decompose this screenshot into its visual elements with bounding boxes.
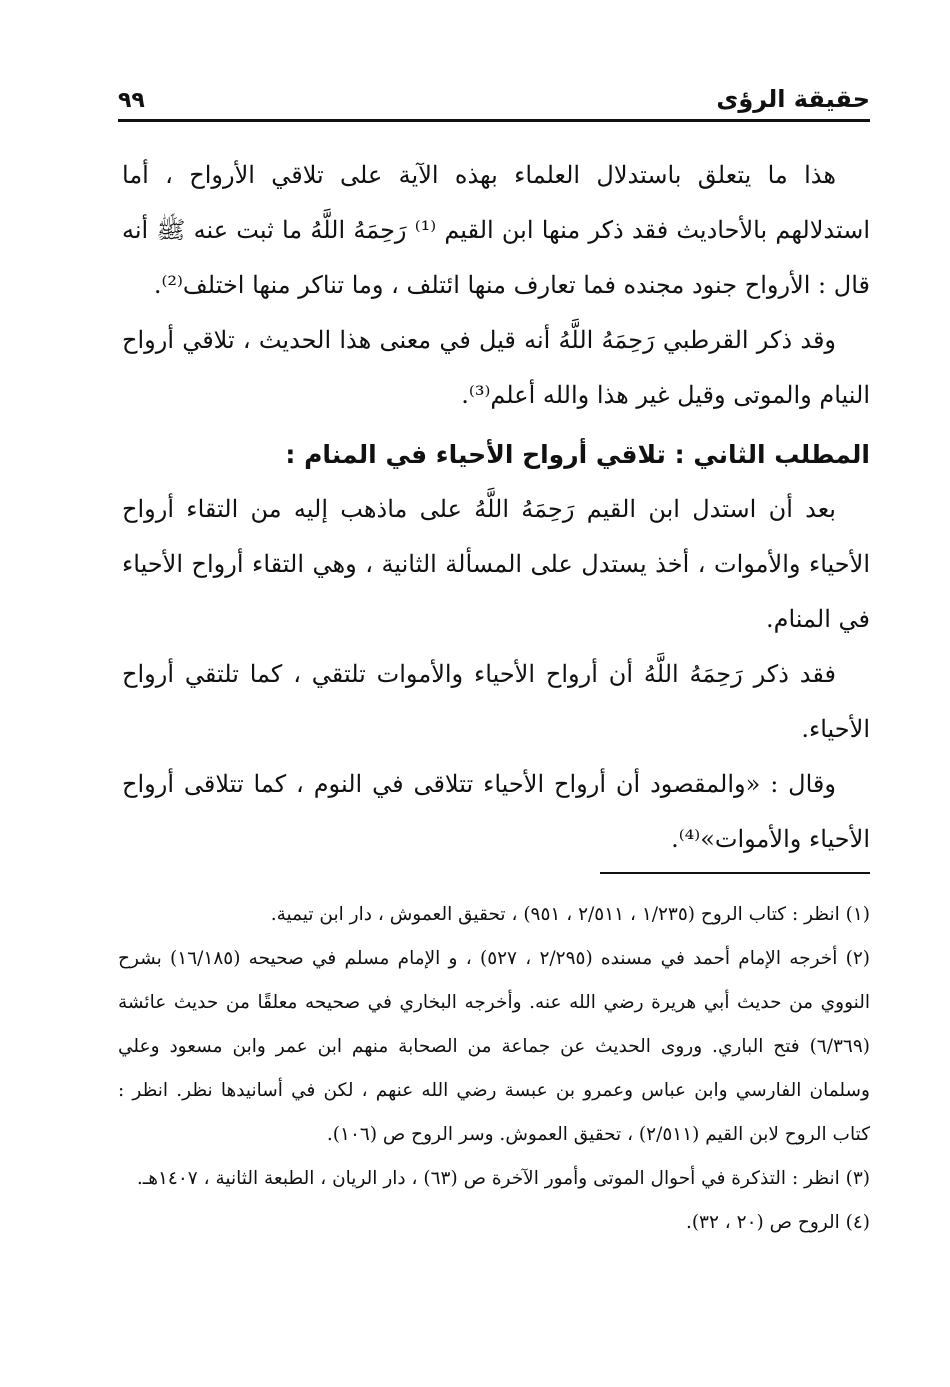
footnote: (٣) انظر : التذكرة في أحوال الموتى وأمور الآخرة ص (٦٣) ، دار الريان ، الطبعة الثانية ، ١٤٠٧هـ.: [136, 1168, 870, 1189]
section-heading: المطلب الثاني : تلاقي أرواح الأحياء في المنام :: [285, 440, 870, 469]
paragraph: وقال : «والمقصود أن أرواح الأحياء تتلاقى في النوم ، كما تتلاقى أرواح الأحياء والأموات»⁽⁴⁾.: [122, 770, 870, 853]
footnote: (٢) أخرجه الإمام أحمد في مسنده (٢/٢٩٥ ، ٥٢٧) ، و الإمام مسلم في صحيحه (١٦/١٨٥) بشرح النووي من حديث أبي هريرة رضي الله عنه. وأخرجه البخاري في صحيحه معلقًا من حديث عائشة (٦/٣٦٩) فتح الباري. وروى الحديث عن جماعة من الصحابة منهم ابن عمر وابن مسعود وعلي وسلمان الفارسي وابن عباس وعمرو بن عبسة رضي الله عنهم ، لكن في أسانيدها نظر. انظر : كتاب الروح لابن القيم (٢/٥١١) ، تحقيق العموش. وسر الروح ص (١٠٦).: [118, 948, 871, 1145]
paragraph: وقد ذكر القرطبي رَحِمَهُ اللَّهُ أنه قيل في معنى هذا الحديث ، تلاقي أرواح النيام والموتى وقيل غير هذا والله أعلم⁽³⁾.: [122, 326, 870, 409]
paragraph: فقد ذكر رَحِمَهُ اللَّهُ أن أرواح الأحياء والأموات تلتقي ، كما تلتقي أرواح الأحياء.: [122, 660, 870, 743]
paragraph: بعد أن استدل ابن القيم رَحِمَهُ اللَّهُ على ماذهب إليه من التقاء أرواح الأحياء والأموات ، أخذ يستدل على المسألة الثانية ، وهي التقاء أرواح الأحياء في المنام.: [122, 495, 870, 633]
footnote: (٤) الروح ص (٢٠ ، ٣٢).: [685, 1212, 870, 1233]
footnotes: [118, 893, 870, 1245]
page-header: [118, 82, 870, 122]
main-text: [122, 148, 870, 867]
running-title: حقيقة الرؤى: [716, 85, 870, 113]
paragraph: هذا ما يتعلق باستدلال العلماء بهذه الآية على تلاقي الأرواح ، أما استدلالهم بالأحاديث فقد ذكر منها ابن القيم ⁽¹⁾ رَحِمَهُ اللَّهُ ما ثبت عنه ﷺ أنه قال : الأرواح جنود مجنده فما تعارف منها ائتلف ، وما تناكر منها اختلف⁽²⁾.: [122, 161, 870, 299]
footnote: (١) انظر : كتاب الروح (١/٢٣٥ ، ٢/٥١١ ، ٩٥١) ، تحقيق العموش ، دار ابن تيمية.: [270, 904, 870, 925]
page-number: ٩٩: [118, 88, 145, 113]
footnote-separator: [600, 872, 870, 874]
